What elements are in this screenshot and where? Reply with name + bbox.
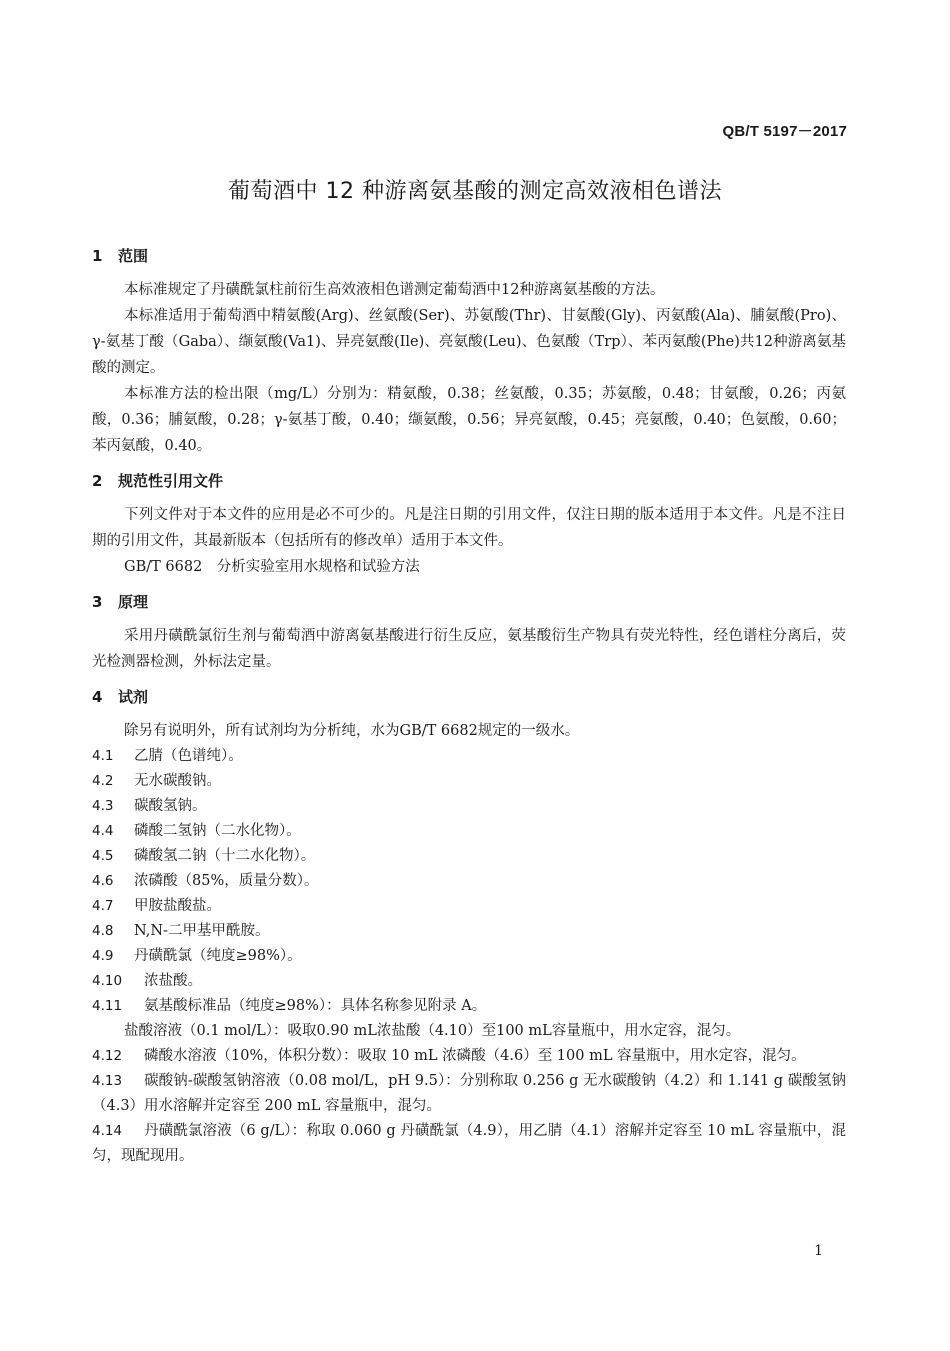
item-text: 碳酸氢钠。 bbox=[134, 798, 207, 814]
item-text: 磷酸氢二钠（十二水化物）。 bbox=[134, 848, 316, 864]
item-text: 磷酸二氢钠（二水化物）。 bbox=[134, 823, 301, 839]
reagent-item bbox=[92, 944, 846, 969]
item-text: 氨基酸标准品（纯度≥98%）：具体名称参见附录 A。 bbox=[144, 998, 487, 1014]
item-number: 4.11 bbox=[92, 998, 123, 1014]
paragraph: 除另有说明外，所有试剂均为分析纯，水为GB/T 6682规定的一级水。 bbox=[124, 723, 580, 739]
item-text: 浓磷酸（85%，质量分数）。 bbox=[134, 873, 319, 889]
item-text: 碳酸钠-碳酸氢钠溶液（0.08 mol/L，pH 9.5）：分别称取 0.256 g 无水碳酸钠（4.2）和 1.141 g 碳酸氢钠（4.3）用水溶解并定容至 200 mL 容量瓶中，混匀。 bbox=[92, 1073, 846, 1114]
reagent-item bbox=[92, 769, 846, 794]
item-number: 4.7 bbox=[92, 898, 114, 914]
reagent-item bbox=[92, 919, 846, 944]
paragraph: 本标准方法的检出限（mg/L）分别为：精氨酸，0.38；丝氨酸，0.35；苏氨酸，0.48；甘氨酸，0.26；丙氨酸，0.36；脯氨酸，0.28；γ-氨基丁酸，0.40；缬氨酸，0.56；异亮氨酸，0.45；亮氨酸，0.40；色氨酸，0.60；苯丙氨酸，0.40。 bbox=[92, 386, 846, 454]
section-title: 规范性引用文件 bbox=[118, 472, 224, 490]
paragraph: 本标准规定了丹磺酰氯柱前衍生高效液相色谱测定葡萄酒中12种游离氨基酸的方法。 bbox=[124, 282, 665, 298]
item-number: 4.4 bbox=[92, 823, 114, 839]
standard-code: QB/T 5197－2017 bbox=[722, 123, 847, 140]
section-principle bbox=[92, 590, 846, 675]
item-text: N,N-二甲基甲酰胺。 bbox=[134, 923, 270, 939]
section-title: 原理 bbox=[118, 593, 149, 611]
paragraph: 下列文件对于本文件的应用是必不可少的。凡是注日期的引用文件，仅注日期的版本适用于本文件。凡是不注日期的引用文件，其最新版本（包括所有的修改单）适用于本文件。 bbox=[92, 507, 846, 549]
section-reagents bbox=[92, 685, 846, 1169]
section-heading bbox=[92, 244, 846, 269]
item-number: 4.9 bbox=[92, 948, 114, 964]
document-body bbox=[92, 244, 846, 1179]
section-heading bbox=[92, 685, 846, 710]
paragraph: 本标准适用于葡萄酒中精氨酸(Arg)、丝氨酸(Ser)、苏氨酸(Thr)、甘氨酸(Gly)、丙氨酸(Ala)、脯氨酸(Pro)、γ-氨基丁酸（Gaba）、缬氨酸(Va1)、异亮氨酸(Ile)、亮氨酸(Leu)、色氨酸（Trp）、苯丙氨酸(Phe)共12种游离氨基酸的测定。 bbox=[92, 308, 846, 376]
item-text: 浓盐酸。 bbox=[144, 973, 202, 989]
section-number: 2 bbox=[92, 472, 103, 490]
section-number: 3 bbox=[92, 593, 103, 611]
item-text: 无水碳酸钠。 bbox=[134, 773, 221, 789]
reagent-item bbox=[92, 869, 846, 894]
section-heading bbox=[92, 590, 846, 615]
item-number: 4.12 bbox=[92, 1048, 123, 1064]
reagent-item bbox=[92, 1044, 846, 1069]
section-heading bbox=[92, 469, 846, 494]
reagent-item bbox=[92, 819, 846, 844]
item-number: 4.5 bbox=[92, 848, 114, 864]
item-number: 4.14 bbox=[92, 1123, 123, 1139]
reagent-item bbox=[92, 744, 846, 769]
reagent-subitem: 盐酸溶液（0.1 mol/L）：吸取0.90 mL浓盐酸（4.10）至100 mL容量瓶中，用水定容，混匀。 bbox=[124, 1023, 741, 1039]
item-text: 乙腈（色谱纯）。 bbox=[134, 748, 243, 764]
item-number: 4.6 bbox=[92, 873, 114, 889]
reagent-item bbox=[92, 844, 846, 869]
item-number: 4.3 bbox=[92, 798, 114, 814]
reagent-item bbox=[92, 794, 846, 819]
item-number: 4.2 bbox=[92, 773, 114, 789]
page-number: 1 bbox=[814, 1243, 823, 1259]
section-scope bbox=[92, 244, 846, 459]
section-normative-references bbox=[92, 469, 846, 580]
section-number: 1 bbox=[92, 247, 103, 265]
item-text: 丹磺酰氯溶液（6 g/L）：称取 0.060 g 丹磺酰氯（4.9），用乙腈（4.1）溶解并定容至 10 mL 容量瓶中，混匀，现配现用。 bbox=[92, 1123, 846, 1164]
reagent-item bbox=[92, 894, 846, 919]
reagent-item bbox=[92, 1069, 846, 1119]
reference-entry: GB/T 6682 分析实验室用水规格和试验方法 bbox=[124, 559, 420, 575]
section-number: 4 bbox=[92, 688, 103, 706]
item-text: 甲胺盐酸盐。 bbox=[134, 898, 221, 914]
item-text: 磷酸水溶液（10%，体积分数）：吸取 10 mL 浓磷酸（4.6）至 100 mL 容量瓶中，用水定容，混匀。 bbox=[144, 1048, 806, 1064]
reagent-item bbox=[92, 1119, 846, 1169]
section-title: 试剂 bbox=[118, 688, 149, 706]
section-title: 范围 bbox=[118, 247, 149, 265]
document-title: 葡萄酒中 12 种游离氨基酸的测定高效液相色谱法 bbox=[228, 179, 722, 204]
item-number: 4.8 bbox=[92, 923, 114, 939]
paragraph: 采用丹磺酰氯衍生剂与葡萄酒中游离氨基酸进行衍生反应，氨基酸衍生产物具有荧光特性，经色谱柱分离后，荧光检测器检测，外标法定量。 bbox=[92, 628, 846, 670]
reagent-item bbox=[92, 994, 846, 1019]
item-number: 4.10 bbox=[92, 973, 123, 989]
item-number: 4.13 bbox=[92, 1073, 123, 1089]
item-number: 4.1 bbox=[92, 748, 114, 764]
reagent-item bbox=[92, 969, 846, 994]
item-text: 丹磺酰氯（纯度≥98%）。 bbox=[134, 948, 302, 964]
